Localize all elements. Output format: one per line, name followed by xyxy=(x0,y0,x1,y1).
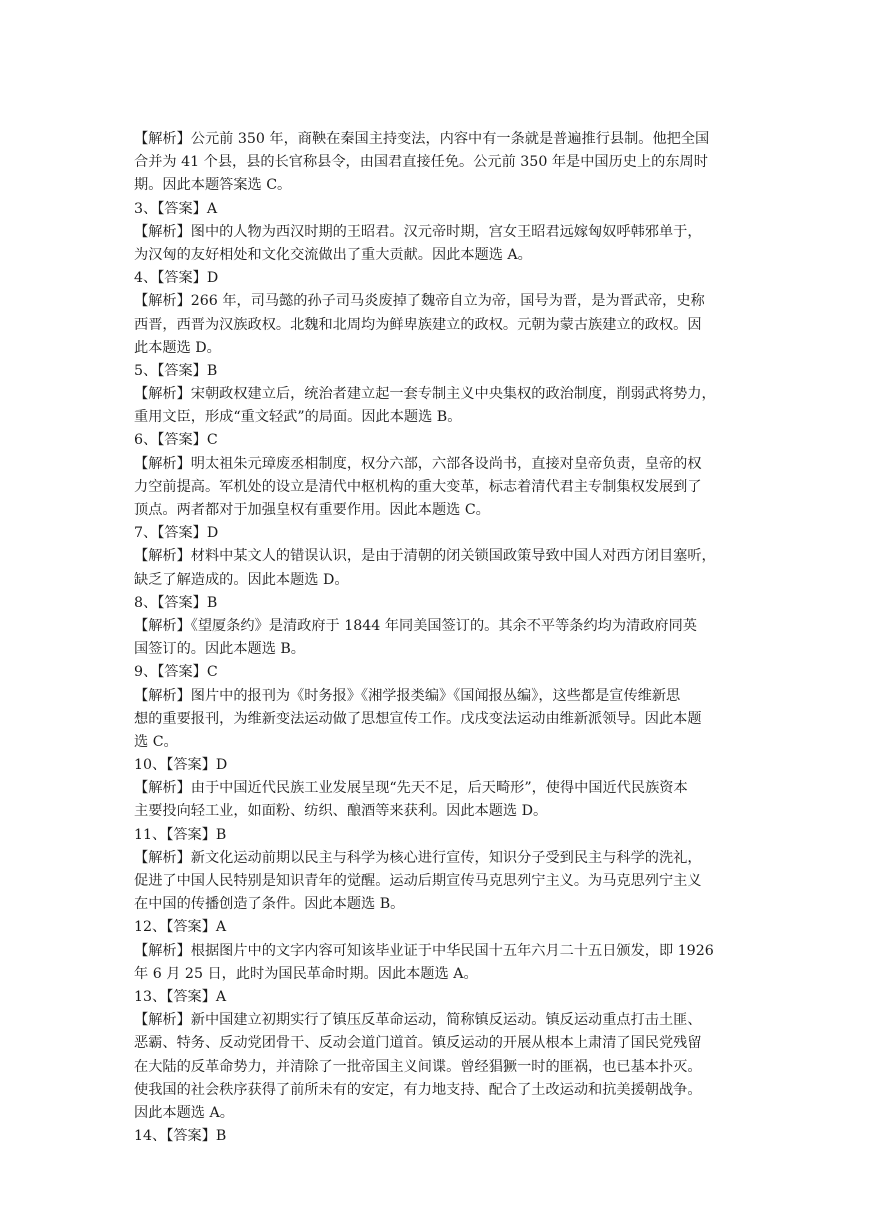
text-line: 重用文臣，形成“重文轻武”的局面。因此本题选 B。 xyxy=(134,409,462,426)
text-line: 选 C。 xyxy=(134,733,178,750)
text-line: 12、【答案】A xyxy=(134,919,227,936)
text-line: 在中国的传播创造了条件。因此本题选 B。 xyxy=(134,896,405,913)
text-line: 【解析】266 年，司马懿的孙子司马炎废掉了魏帝自立为帝，国号为晋，是为晋武帝，史称 xyxy=(134,293,705,310)
text-line: 国签订的。因此本题选 B。 xyxy=(134,641,305,658)
text-line: 【解析】根据图片中的文字内容可知该毕业证于中华民国十五年六月二十五日颁发，即 1926 xyxy=(134,942,714,959)
text-line: 【解析】宋朝政权建立后，统治者建立起一套专制主义中央集权的政治制度，削弱武将势力， xyxy=(134,386,716,403)
text-line: 因此本题选 A。 xyxy=(134,1104,234,1121)
document-page xyxy=(134,128,749,1148)
text-line: 此本题选 D。 xyxy=(134,339,221,356)
text-line: 5、【答案】B xyxy=(134,362,218,379)
text-line: 【解析】公元前 350 年，商鞅在秦国主持变法，内容中有一条就是普遍推行县制。他把全国 xyxy=(134,131,710,147)
text-line: 8、【答案】B xyxy=(134,594,218,611)
text-line: 力空前提高。军机处的设立是清代中枢机构的重大变革，标志着清代君主专制集权发展到了 xyxy=(134,478,702,495)
text-line: 为汉匈的友好相处和文化交流做出了重大贡献。因此本题选 A。 xyxy=(134,246,532,263)
text-line: 期。因此本题答案选 C。 xyxy=(134,177,292,194)
text-line: 西晋，西晋为汉族政权。北魏和北周均为鲜卑族建立的政权。元朝为蒙古族建立的政权。因 xyxy=(134,316,702,333)
text-line: 使我国的社会秩序获得了前所未有的安定，有力地支持、配合了土改运动和抗美援朝战争。 xyxy=(134,1081,702,1098)
text-line: 顶点。两者都对于加强皇权有重要作用。因此本题选 C。 xyxy=(134,502,490,518)
text-line: 【解析】图中的人物为西汉时期的王昭君。汉元帝时期，宫女王昭君远嫁匈奴呼韩邪单于， xyxy=(134,223,702,240)
text-line: 缺乏了解造成的。因此本题选 D。 xyxy=(134,571,349,588)
text-line: 【解析】明太祖朱元璋废丞相制度，权分六部，六部各设尚书，直接对皇帝负责，皇帝的权 xyxy=(134,455,702,472)
text-line: 【解析】新文化运动前期以民主与科学为核心进行宣传，知识分子受到民主与科学的洗礼， xyxy=(134,849,702,866)
text-line: 在大陆的反革命势力，并清除了一批帝国主义间谍。曾经猖獗一时的匪祸，也已基本扑灭。 xyxy=(134,1058,702,1075)
text-line: 【解析】《望厦条约》是清政府于 1844 年同美国签订的。其余不平等条约均为清政府同英 xyxy=(134,617,697,634)
text-line: 9、【答案】C xyxy=(134,664,218,681)
text-line: 合并为 41 个县，县的长官称县令，由国君直接任免。公元前 350 年是中国历史上的东周时 xyxy=(134,154,708,171)
text-line: 恶霸、特务、反动党团骨干、反动会道门道首。镇反运动的开展从根本上肃清了国民党残留 xyxy=(134,1035,702,1052)
text-line: 14、【答案】B xyxy=(134,1128,227,1145)
text-line: 【解析】由于中国近代民族工业发展呈现“先天不足，后天畸形”，使得中国近代民族资本 xyxy=(134,780,688,797)
text-line: 13、【答案】A xyxy=(134,988,227,1005)
text-line: 6、【答案】C xyxy=(134,432,218,449)
text-line: 年 6 月 25 日，此时为国民革命时期。因此本题选 A。 xyxy=(134,965,478,982)
text-line: 4、【答案】D xyxy=(134,270,219,287)
text-line: 10、【答案】D xyxy=(134,757,228,774)
text-line: 促进了中国人民特别是知识青年的觉醒。运动后期宣传马克思列宁主义。为马克思列宁主义 xyxy=(134,873,702,889)
text-line: 【解析】材料中某文人的错误认识，是由于清朝的闭关锁国政策导致中国人对西方闭目塞听， xyxy=(134,548,716,565)
text-line: 【解析】图片中的报刊为《时务报》《湘学报类编》《国闻报丛编》，这些都是宣传维新思 xyxy=(134,687,681,704)
text-line: 【解析】新中国建立初期实行了镇压反革命运动，简称镇反运动。镇反运动重点打击土匪、 xyxy=(134,1012,702,1029)
text-line: 想的重要报刊，为维新变法运动做了思想宣传工作。戊戌变法运动由维新派领导。因此本题 xyxy=(134,710,702,727)
text-line: 7、【答案】D xyxy=(134,525,219,542)
text-line: 3、【答案】A xyxy=(134,200,218,217)
text-line: 11、【答案】B xyxy=(134,826,227,843)
text-line: 主要投向轻工业，如面粉、纺织、酿酒等来获利。因此本题选 D。 xyxy=(134,803,548,820)
